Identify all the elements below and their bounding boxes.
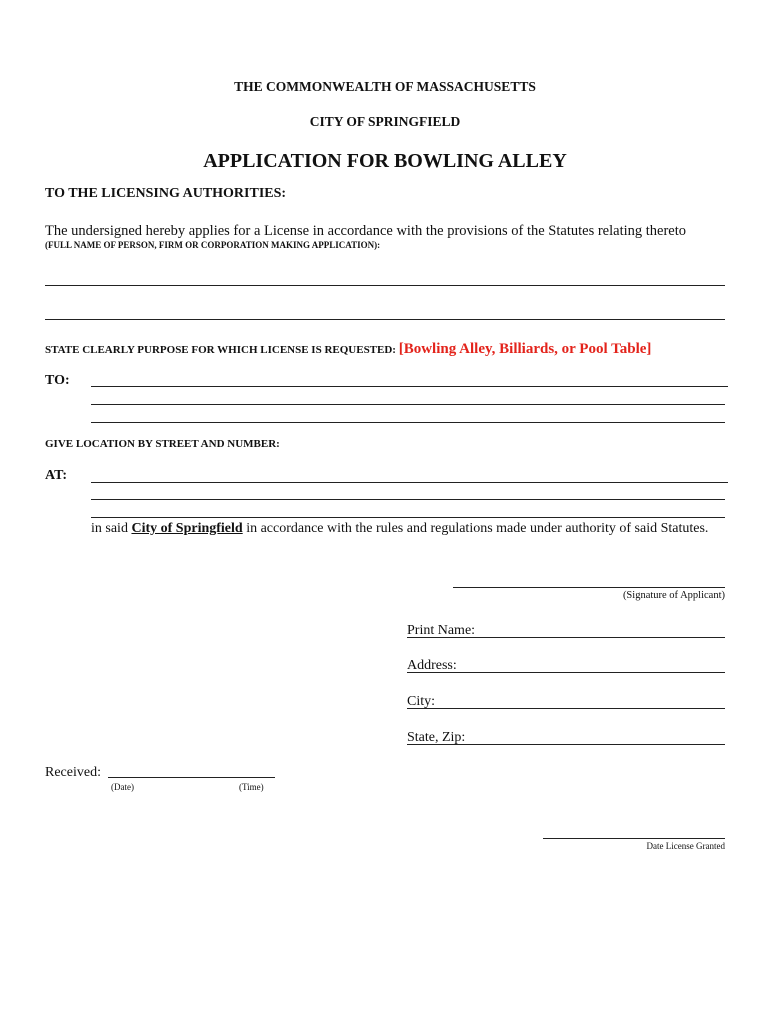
address-line[interactable] xyxy=(407,672,725,673)
at-line-2[interactable] xyxy=(91,499,725,500)
purpose-label: STATE CLEARLY PURPOSE FOR WHICH LICENSE IS REQUESTED: xyxy=(45,344,396,356)
in-said-statement xyxy=(91,520,731,538)
city-label: City: xyxy=(407,694,436,709)
received-label: Received: xyxy=(45,765,101,780)
location-label: GIVE LOCATION BY STREET AND NUMBER: xyxy=(45,438,280,450)
received-time-label: (Time) xyxy=(239,782,264,792)
state-zip-line[interactable] xyxy=(407,744,725,745)
at-line-1[interactable] xyxy=(91,482,728,483)
purpose-row xyxy=(45,341,651,358)
purpose-value: [Bowling Alley, Billiards, or Pool Table] xyxy=(398,341,652,357)
header-city: CITY OF SPRINGFIELD xyxy=(309,114,461,129)
signature-label: (Signature of Applicant) xyxy=(622,590,725,601)
city-name: City of Springfield xyxy=(131,521,243,536)
to-line-3[interactable] xyxy=(91,422,725,423)
state-zip-label: State, Zip: xyxy=(407,730,466,745)
to-line-1[interactable] xyxy=(91,386,728,387)
license-granted-label: Date License Granted xyxy=(646,841,725,851)
applicant-name-line-1[interactable] xyxy=(45,285,725,286)
received-line[interactable] xyxy=(108,777,275,778)
at-label: AT: xyxy=(45,468,68,483)
license-granted-line[interactable] xyxy=(543,838,725,839)
intro-text: The undersigned hereby applies for a License in accordance with the provisions of the Statutes relating thereto xyxy=(45,223,687,239)
applicant-name-line-2[interactable] xyxy=(45,319,725,320)
signature-line[interactable] xyxy=(453,587,725,588)
city-line[interactable] xyxy=(407,708,725,709)
header-state: THE COMMONWEALTH OF MASSACHUSETTS xyxy=(234,79,536,94)
to-label: TO: xyxy=(45,373,70,388)
full-name-note: (FULL NAME OF PERSON, FIRM OR CORPORATION MAKING APPLICATION): xyxy=(45,240,381,250)
to-line-2[interactable] xyxy=(91,404,725,405)
print-name-line[interactable] xyxy=(407,637,725,638)
address-label: Address: xyxy=(407,658,457,673)
received-date-label: (Date) xyxy=(111,782,134,792)
page-title: APPLICATION FOR BOWLING ALLEY xyxy=(203,150,567,172)
at-line-3[interactable] xyxy=(91,517,725,518)
in-said-prefix: in said xyxy=(91,521,128,536)
print-name-label: Print Name: xyxy=(407,623,476,638)
in-said-suffix: in accordance with the rules and regulations made under authority of said Statutes. xyxy=(246,521,709,536)
to-authorities: TO THE LICENSING AUTHORITIES: xyxy=(45,186,287,201)
